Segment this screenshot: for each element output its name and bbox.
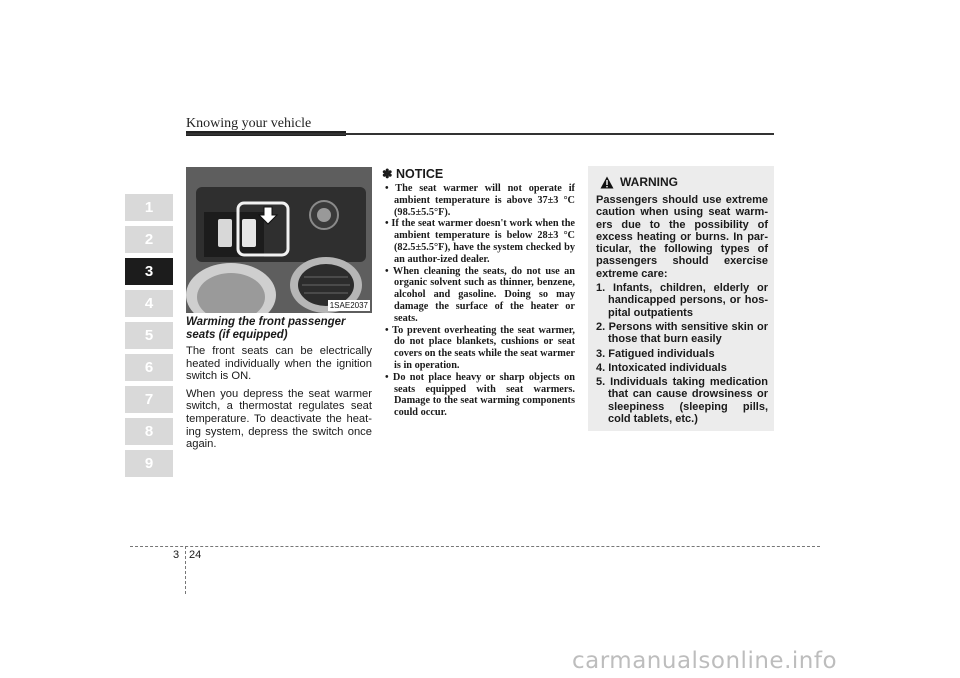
warning-item: 5. Individuals taking medication that can cause drowsiness or sleepiness (sleeping pills, cold tablets, etc.)	[596, 376, 768, 426]
body-paragraph: The front seats can be electrically heated individually when the ignition switch is ON.	[186, 345, 372, 383]
chapter-tab-5[interactable]: 5	[125, 322, 173, 349]
chapter-tab-8[interactable]: 8	[125, 418, 173, 445]
footer-page-number: 24	[189, 549, 202, 561]
chapter-tab-3[interactable]: 3	[125, 258, 173, 285]
warning-title: WARNING	[620, 175, 678, 189]
notice-item: • When cleaning the seats, do not use an organic solvent such as thinner, benzene, alcohol and gasoline. Doing so may damage the surface of the heater or seats.	[385, 265, 575, 324]
warning-item: 2. Persons with sensitive skin or those that burn easily	[596, 320, 768, 346]
chapter-tab-4[interactable]: 4	[125, 290, 173, 317]
notice-item-text: Do not place heavy or sharp objects on seats equipped with seat warmers. Damage to the seat warming components could occur.	[392, 371, 575, 419]
notice-star-icon: ✽	[382, 167, 393, 181]
body-paragraph: When you depress the seat warmer switch, a thermostat regulates seat temperature. To deactivate the heat-ing system, depress the switch once again.	[186, 387, 372, 451]
header-rule	[186, 133, 774, 135]
notice-list	[382, 183, 575, 419]
warning-item: 1. Infants, children, elderly or handicapped persons, or hos-pital outpatients	[596, 282, 768, 319]
warning-item: 3. Fatigued individuals	[596, 347, 715, 360]
warning-intro: Passengers should use extreme caution when using seat warm-ers due to the possibility of excess heating or burns. In par-ticular, the following types of passengers should exercise extreme care:	[596, 194, 768, 280]
chapter-tabs	[125, 194, 173, 482]
notice-item-text: To prevent overheating the seat warmer, do not place blankets, cushions or seat covers on the seats while the seat warmer is in operation.	[392, 324, 576, 371]
warning-box	[588, 166, 774, 431]
warning-triangle-icon	[600, 176, 614, 189]
header-title: Knowing your vehicle	[186, 116, 312, 131]
warning-heading	[600, 175, 768, 189]
warning-item: 4. Intoxicated individuals	[596, 361, 727, 374]
notice-item: • The seat warmer will not operate if ambient temperature is above 37±3 °C (98.5±5.5°F).	[385, 183, 575, 218]
chapter-tab-9[interactable]: 9	[125, 450, 173, 477]
seat-warmer-console-illustration	[186, 167, 372, 313]
chapter-tab-1[interactable]: 1	[125, 194, 173, 221]
footer-chapter-number: 3	[173, 549, 180, 561]
footer-rule	[130, 546, 820, 547]
chapter-tab-7[interactable]: 7	[125, 386, 173, 413]
figure-code: 1SAE2037	[329, 301, 368, 310]
chapter-tab-2[interactable]: 2	[125, 226, 173, 253]
notice-item: • To prevent overheating the seat warmer, do not place blankets, cushions or seat covers on the seats while the seat warmer is in operation.	[385, 324, 576, 371]
notice-heading	[382, 166, 575, 181]
seat-warmer-photo	[186, 167, 372, 313]
text-column-left	[186, 316, 372, 456]
chapter-tab-6[interactable]: 6	[125, 354, 173, 381]
notice-item-text: The seat warmer will not operate if ambient temperature is above 37±3 °C (98.5±5.5°F).	[394, 183, 575, 218]
notice-item-text: When cleaning the seats, do not use an organic solvent such as thinner, benzene, alcohol and gasoline. Doing so may damage the surface of the heater or seats.	[392, 265, 575, 324]
notice-item-text: If the seat warmer doesn't work when the ambient temperature is below 28±3 °C (82.5±5.5°F), have the system checked by an author-ized dealer.	[391, 218, 575, 265]
watermark: carmanualsonline.info	[572, 648, 838, 674]
notice-column	[382, 166, 575, 419]
notice-item: • Do not place heavy or sharp objects on seats equipped with seat warmers. Damage to the seat warming components could occur.	[385, 371, 575, 419]
section-heading: Warming the front passenger seats (if equipped)	[186, 316, 346, 341]
notice-item: • If the seat warmer doesn't work when the ambient temperature is below 28±3 °C (82.5±5.5°F), have the system checked by an author-ized dealer.	[385, 218, 575, 265]
footer-divider	[185, 546, 186, 594]
warning-list	[596, 282, 768, 425]
notice-title: NOTICE	[395, 167, 444, 181]
